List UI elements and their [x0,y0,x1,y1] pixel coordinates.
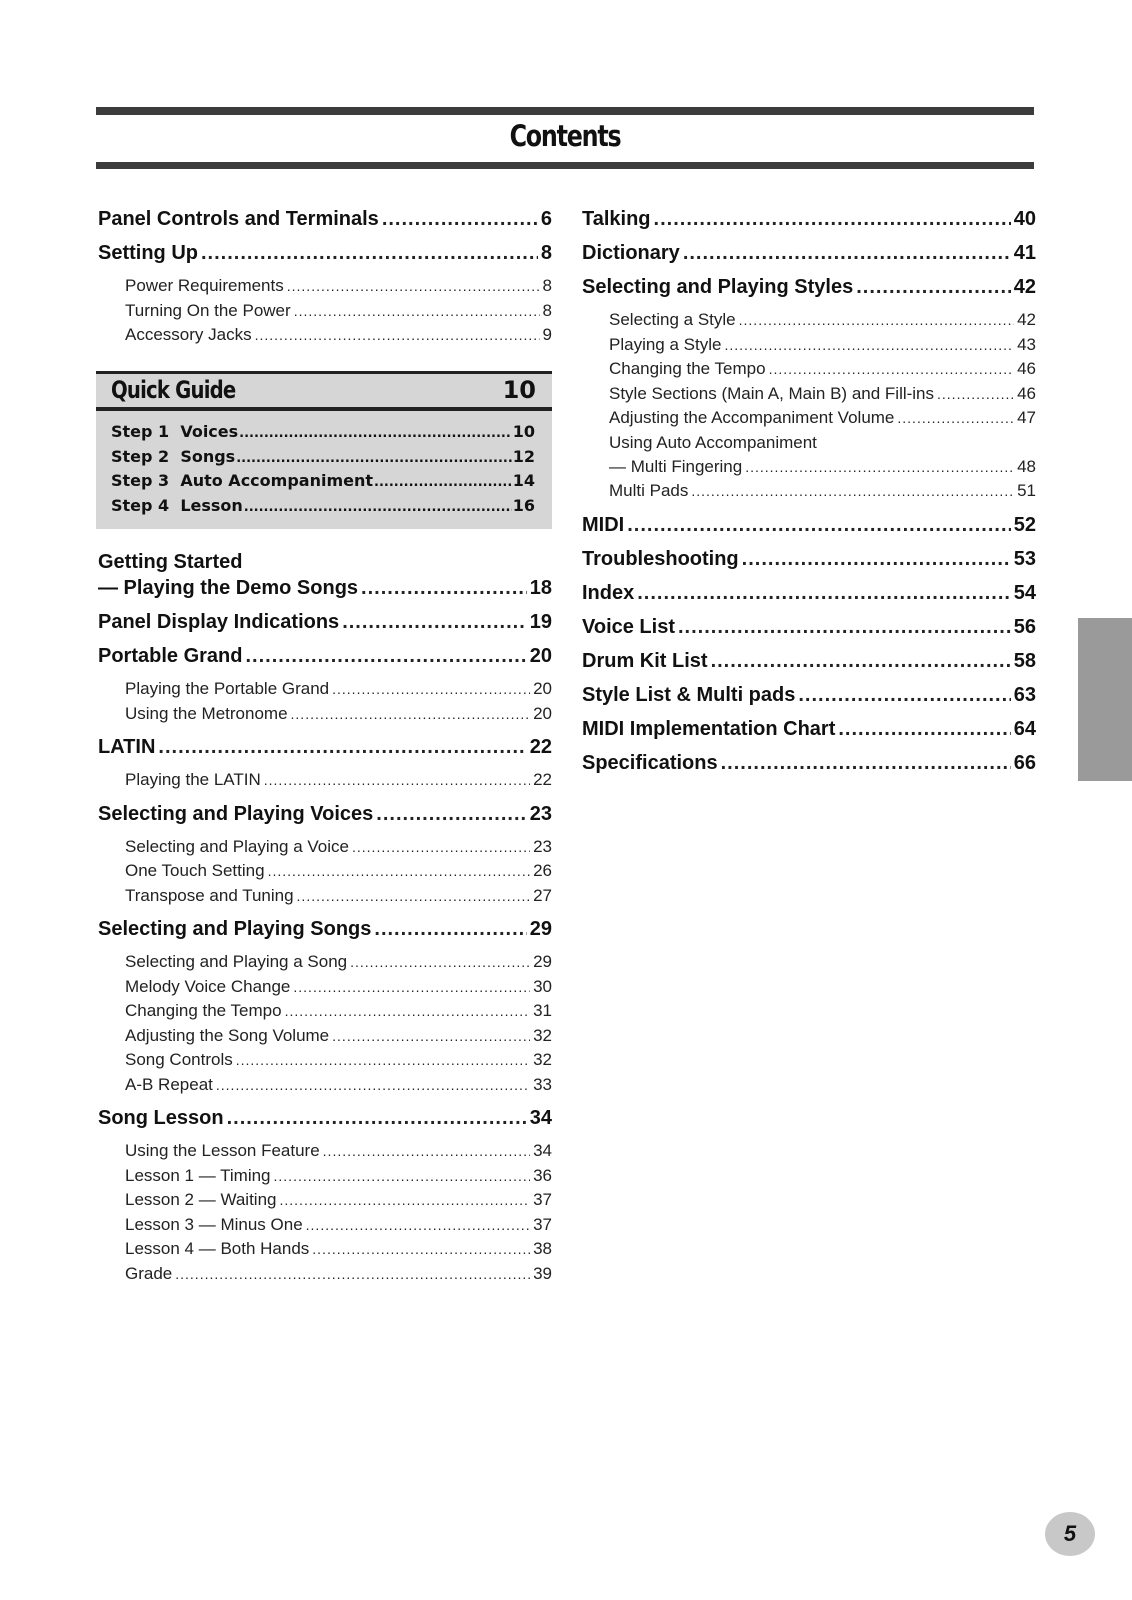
dot-leader [306,1214,530,1236]
dot-leader [274,1165,531,1187]
dot-leader [691,480,1014,502]
toc-entry-label: MIDI Implementation Chart [582,717,836,740]
toc-entry-playing-the-latin[interactable] [98,769,552,794]
toc-entry-page: 41 [1013,242,1036,264]
toc-entry-label: Selecting and Playing a Song [125,952,348,971]
section-gap [98,909,552,917]
toc-entry-page: 63 [1013,683,1036,706]
toc-entry-page: 6 [540,208,552,230]
toc-entry-label: Specifications [582,751,718,774]
toc-entry-page: 46 [1017,383,1036,403]
toc-entry-label: Lesson 2 — Waiting [125,1190,277,1209]
toc-entry-label: — Playing the Demo Songs [98,577,359,599]
toc-entry-power-requirements[interactable] [98,275,552,300]
toc-entry-page: 54 [1013,581,1036,604]
toc-entry-label: Selecting and Playing Voices [98,802,374,825]
toc-entry-page: 22 [533,770,552,789]
toc-entry-adjusting-the-song-volume[interactable] [98,1025,552,1050]
toc-entry-page: 36 [533,1165,552,1185]
toc-entry-page: 23 [529,802,552,825]
dot-leader [323,1140,530,1162]
toc-entry-page: 64 [1013,717,1036,740]
toc-entry-page: 29 [533,952,552,971]
toc-entry-label: Panel Controls and Terminals [98,208,379,230]
toc-entry-style-list-multi-pads[interactable] [582,683,1036,717]
quick-guide-title: Quick Guide [111,376,236,404]
quick-guide-step-2[interactable] [111,446,535,471]
toc-entry-page: 48 [1017,456,1036,476]
toc-entry-label: Selecting a Style [609,310,736,329]
dot-leader [244,497,512,519]
page-number-badge: 5 [1045,1512,1095,1556]
dot-leader [352,836,530,858]
toc-entry-label: Lesson 3 — Minus One [125,1214,303,1234]
dot-leader [838,717,1010,741]
toc-entry-page: 31 [533,1001,552,1020]
toc-entry-portable-grand[interactable] [98,644,552,678]
dot-leader [856,275,1011,299]
header-rule-bottom [96,162,1034,169]
toc-entry-voice-list[interactable] [582,615,1036,649]
section-gap [98,794,552,802]
dot-leader [937,383,1014,405]
toc-entry-selecting-and-playing-songs[interactable] [98,917,552,951]
toc-entry-label: Voice List [582,615,675,638]
quick-guide-page: 10 [502,376,536,404]
toc-entry-lesson-2-waiting[interactable] [98,1189,552,1214]
toc-entry-midi-implementation-chart[interactable] [582,717,1036,751]
toc-entry-label: A-B Repeat [125,1074,213,1094]
toc-entry-using-auto-accompaniment[interactable]: Using Auto Accompaniment [609,432,817,452]
dot-leader [201,241,538,265]
dot-leader [745,456,1014,478]
toc-entry-melody-voice-change[interactable] [98,976,552,1001]
toc-entry-page: 52 [1013,513,1036,536]
toc-entry-playing-the-demo-songs[interactable] [98,576,552,610]
section-gap [582,505,1036,513]
toc-entry-page: 8 [540,242,552,264]
toc-entry-label: Panel Display Indications [98,611,340,633]
toc-entry-label: Changing the Tempo [125,1001,282,1020]
dot-leader [255,324,540,346]
dot-leader [361,576,527,600]
toc-entry-label: Drum Kit List [582,649,708,672]
toc-left-top-group [98,207,552,349]
quick-guide-rule-mid [96,407,552,411]
toc-entry-multi-pads[interactable] [582,480,1036,505]
dot-leader [293,976,530,998]
quick-guide-step-label: Step 4 Lesson [111,495,243,515]
section-side-tab [1078,618,1132,781]
toc-entry-dictionary[interactable] [582,241,1036,275]
toc-entry-adjusting-the-accompaniment-volume[interactable] [582,407,1036,432]
dot-leader [798,683,1010,707]
toc-entry-page: 32 [533,1025,552,1045]
quick-guide-step-label: Step 2 Songs [111,446,236,466]
toc-entry-page: 33 [533,1074,552,1094]
toc-entry-page: 39 [533,1263,552,1283]
toc-entry-page: 40 [1013,208,1036,230]
toc-entry-page: 43 [1017,334,1036,354]
toc-entry-using-the-lesson-feature[interactable] [98,1140,552,1165]
dot-leader [297,885,531,907]
toc-entry-page: 20 [533,703,552,723]
toc-entry-label: Using the Lesson Feature [125,1141,320,1160]
toc-entry-label: Multi Pads [609,481,689,500]
dot-leader [236,1049,530,1071]
toc-entry-label: Adjusting the Song Volume [125,1025,330,1045]
dot-leader [654,207,1011,231]
page-title: Contents [509,119,621,153]
toc-entry-page: 9 [542,325,552,344]
quick-guide-step-page: 14 [512,471,535,490]
toc-entry-label: Grade [125,1263,173,1283]
dot-leader [724,334,1014,356]
toc-entry-a-b-repeat[interactable] [98,1074,552,1099]
toc-entry-midi[interactable] [582,513,1036,547]
dot-leader [711,649,1011,673]
toc-entry-page: 30 [533,976,552,996]
dot-leader [739,309,1014,331]
toc-entry-label: Style List & Multi pads [582,683,796,706]
toc-entry-page: 37 [533,1190,552,1209]
toc-entry-page: 32 [533,1050,552,1069]
dot-leader [268,860,531,882]
toc-entry-page: 37 [533,1214,552,1234]
dot-leader [291,703,531,725]
toc-entry-page: 8 [542,276,552,295]
toc-left-column [98,207,552,349]
toc-entry-page: 19 [529,611,552,633]
toc-entry-label: Power Requirements [125,276,284,295]
dot-leader [374,472,512,494]
quick-guide-step-label: Step 3 Auto Accompaniment [111,471,374,490]
dot-leader [332,678,530,700]
section-gap [98,1098,552,1106]
toc-entry-label: Changing the Tempo [609,359,766,378]
dot-leader [264,769,530,791]
toc-entry-label: Playing the LATIN [125,770,261,789]
dot-leader [897,407,1014,429]
quick-guide-step-list [111,421,535,519]
toc-entry-label: Turning On the Power [125,300,291,320]
dot-leader [287,275,540,297]
toc-entry-label: Playing a Style [609,334,722,354]
toc-entry-page: 58 [1013,649,1036,672]
dot-leader [376,802,526,826]
dot-leader [158,735,526,759]
toc-entry-transpose-and-tuning[interactable] [98,885,552,910]
dot-leader [280,1189,531,1211]
dot-leader [245,644,526,668]
toc-entry-label: Selecting and Playing Styles [582,276,854,298]
toc-entry-label: Song Controls [125,1050,233,1069]
dot-leader [342,610,527,634]
dot-leader [239,423,512,445]
dot-leader [350,951,530,973]
toc-entry-label: Dictionary [582,242,680,264]
toc-entry-page: 26 [533,861,552,880]
quick-guide-step-label: Step 1 Voices [111,422,239,441]
toc-entry-playing-the-portable-grand[interactable] [98,678,552,703]
dot-leader [312,1238,530,1260]
dot-leader [769,358,1015,380]
toc-entry-page: 23 [533,836,552,856]
toc-entry-label: Selecting and Playing Songs [98,918,372,940]
toc-entry-lesson-4-both-hands[interactable] [98,1238,552,1263]
toc-entry-page: 42 [1013,276,1036,298]
toc-entry-label: Accessory Jacks [125,325,252,344]
dot-leader [216,1074,530,1096]
toc-entry-changing-the-tempo[interactable] [98,1000,552,1025]
toc-entry-grade[interactable] [98,1263,552,1288]
toc-entry-page: 18 [529,577,552,599]
dot-leader [332,1025,530,1047]
toc-right-entries-b [582,456,1036,785]
toc-entry-label: Troubleshooting [582,547,739,570]
toc-entry-page: 38 [533,1239,552,1258]
toc-entry-label: Portable Grand [98,645,243,667]
toc-entry-talking[interactable] [582,207,1036,241]
toc-entry-label: — Multi Fingering [609,456,743,476]
dot-leader [683,241,1011,265]
quick-guide-box [96,371,552,529]
toc-entry-one-touch-setting[interactable] [98,860,552,885]
toc-entry-label: Index [582,581,635,604]
dot-leader [285,1000,531,1022]
toc-entry-setting-up[interactable] [98,241,552,275]
toc-entry-song-lesson[interactable] [98,1106,552,1140]
dot-leader [678,615,1011,639]
section-gap [98,727,552,735]
toc-entry-song-controls[interactable] [98,1049,552,1074]
dot-leader [374,917,526,941]
dot-leader [227,1106,527,1130]
dot-leader [382,207,538,231]
dot-leader [637,581,1011,605]
dot-leader [742,547,1011,571]
toc-entry-selecting-a-style[interactable] [582,309,1036,334]
toc-entry-label: MIDI [582,513,625,536]
toc-entry-multi-fingering[interactable] [582,456,1036,481]
toc-entry-label: Talking [582,208,651,230]
toc-entry-lesson-1-timing[interactable] [98,1165,552,1190]
toc-entry-using-the-metronome[interactable] [98,703,552,728]
toc-entry-label: Transpose and Tuning [125,885,294,905]
toc-entry-label: Playing the Portable Grand [125,679,330,698]
toc-entry-label: Style Sections (Main A, Main B) and Fill-ins [609,383,935,403]
toc-right-entries-a [582,207,1036,432]
toc-entry-page: 53 [1013,547,1036,570]
toc-entry-page: 34 [533,1141,552,1160]
toc-entry-page: 29 [529,918,552,940]
toc-entry-page: 22 [529,736,552,758]
toc-entry-label: Lesson 4 — Both Hands [125,1239,310,1258]
quick-guide-step-3[interactable] [111,470,535,495]
toc-entry-turning-on-the-power[interactable] [98,300,552,325]
toc-entry-label: Song Lesson [98,1107,224,1129]
toc-left-bottom-entries [98,576,552,1287]
toc-entry-getting-started[interactable]: Getting Started [98,551,243,573]
toc-entry-page: 66 [1013,751,1036,774]
dot-leader [236,448,512,470]
toc-entry-troubleshooting[interactable] [582,547,1036,581]
toc-entry-selecting-and-playing-styles[interactable] [582,275,1036,309]
toc-entry-accessory-jacks[interactable] [98,324,552,349]
toc-entry-label: Setting Up [98,242,198,264]
toc-entry-page: 56 [1013,615,1036,638]
toc-entry-page: 42 [1017,310,1036,329]
toc-entry-label: Selecting and Playing a Voice [125,836,349,856]
quick-guide-step-page: 12 [512,446,535,466]
dot-leader [627,513,1011,537]
toc-entry-label: Using the Metronome [125,703,288,723]
quick-guide-step-4[interactable] [111,495,535,520]
toc-right-column [582,207,1036,785]
toc-entry-selecting-and-playing-a-song[interactable] [98,951,552,976]
toc-entry-label: LATIN [98,736,156,758]
toc-left-bottom-group [98,550,552,1287]
toc-entry-page: 46 [1017,359,1036,378]
toc-entry-label: One Touch Setting [125,861,265,880]
dot-leader [721,751,1011,775]
quick-guide-rule-top [96,371,552,374]
dot-leader [175,1263,530,1285]
toc-entry-latin[interactable] [98,735,552,769]
toc-entry-label: Lesson 1 — Timing [125,1165,271,1185]
toc-entry-drum-kit-list[interactable] [582,649,1036,683]
toc-entry-label: Melody Voice Change [125,976,291,996]
toc-entry-page: 27 [533,885,552,905]
quick-guide-step-page: 16 [512,495,535,515]
quick-guide-step-page: 10 [512,422,535,441]
toc-entry-playing-a-style[interactable] [582,334,1036,359]
contents-header [96,107,1034,169]
toc-entry-selecting-and-playing-a-voice[interactable] [98,836,552,861]
header-rule-top [96,107,1034,115]
toc-entry-label: Adjusting the Accompaniment Volume [609,408,895,427]
quick-guide-step-1[interactable] [111,421,535,446]
toc-entry-selecting-and-playing-voices[interactable] [98,802,552,836]
toc-entry-page: 47 [1017,408,1036,427]
toc-entry-panel-controls-and-terminals[interactable] [98,207,552,241]
toc-entry-page: 34 [529,1107,552,1129]
toc-entry-changing-the-tempo[interactable] [582,358,1036,383]
toc-entry-specifications[interactable] [582,751,1036,785]
toc-entry-page: 20 [529,645,552,667]
toc-entry-page: 51 [1017,481,1036,500]
toc-entry-index[interactable] [582,581,1036,615]
toc-entry-page: 8 [542,300,552,320]
toc-entry-panel-display-indications[interactable] [98,610,552,644]
dot-leader [294,300,540,322]
toc-entry-lesson-3-minus-one[interactable] [98,1214,552,1239]
toc-entry-page: 20 [533,679,552,698]
toc-entry-style-sections-main-a-main-b-and-fill-ins[interactable] [582,383,1036,408]
